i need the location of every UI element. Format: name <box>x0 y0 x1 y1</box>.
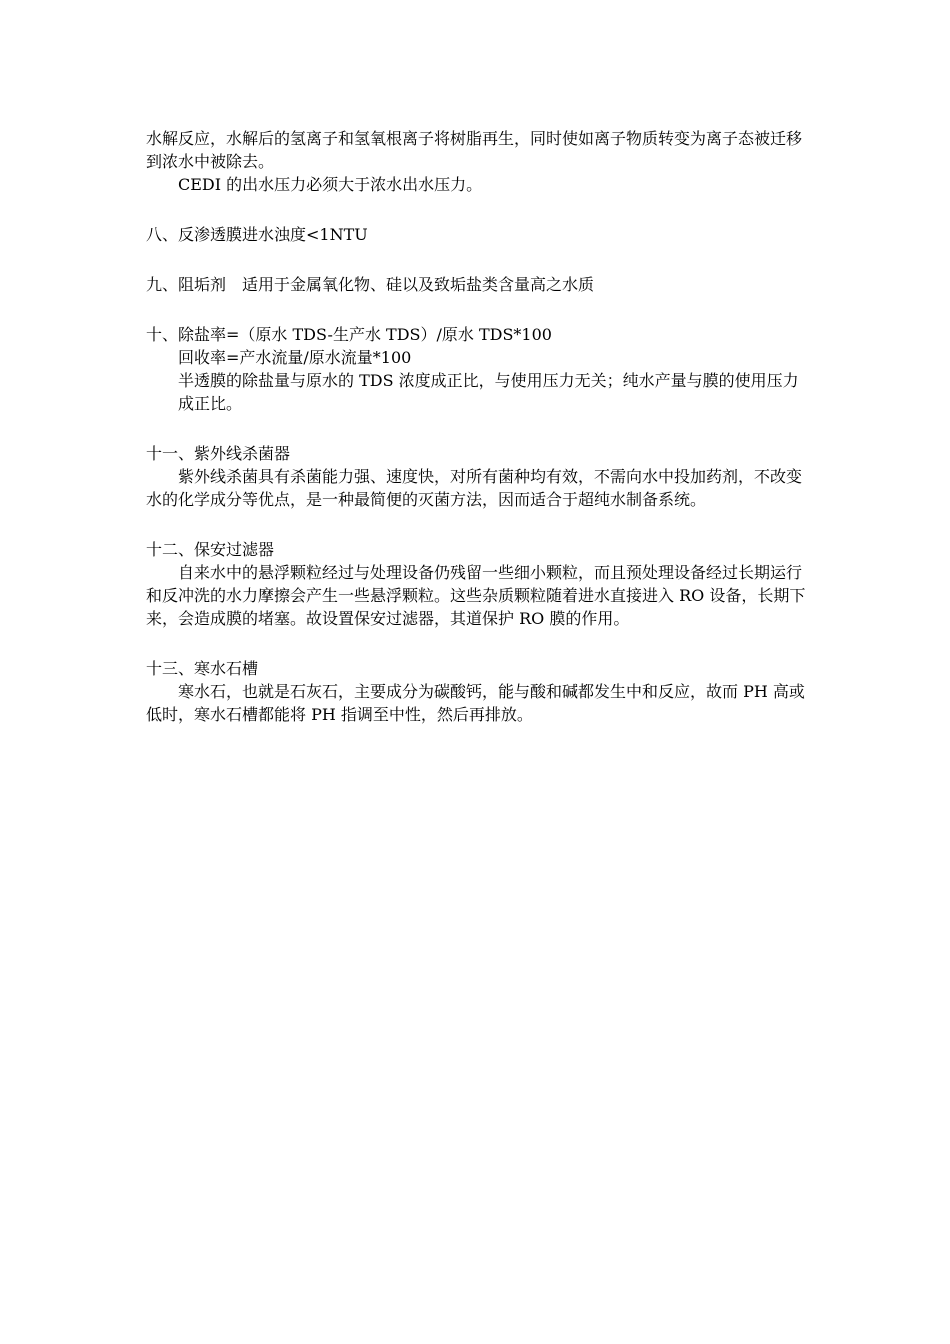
section-10-heading: 十、除盐率=（原水 TDS-生产水 TDS）/原水 TDS*100 <box>146 325 552 344</box>
section-9-heading: 九、阻垢剂 适用于金属氧化物、硅以及致垢盐类含量高之水质 <box>146 275 595 294</box>
membrane-salt-removal-note: 半透膜的除盐量与原水的 TDS 浓度成正比，与使用压力无关；纯水产量与膜的使用压力成正比。 <box>178 371 799 413</box>
intro-paragraph: 水解反应，水解后的氢离子和氢氧根离子将树脂再生，同时使如离子物质转变为离子态被迁移到浓水中被除去。 <box>146 129 803 171</box>
spacer <box>146 511 814 538</box>
section-13-heading: 十三、寒水石槽 <box>146 659 259 678</box>
section-8-heading: 八、反渗透膜进水浊度<1NTU <box>146 225 368 244</box>
section-11-body: 紫外线杀菌具有杀菌能力强、速度快，对所有菌种均有效，不需向水中投加药剂，不改变水的化学成分等优点，是一种最简便的灭菌方法，因而适合于超纯水制备系统。 <box>146 467 803 509</box>
section-13-body: 寒水石，也就是石灰石，主要成分为碳酸钙，能与酸和碱都发生中和反应，故而 PH 高或低时，寒水石槽都能将 PH 指调至中性，然后再排放。 <box>146 682 805 724</box>
cedi-pressure-note: CEDI 的出水压力必须大于浓水出水压力。 <box>178 175 483 194</box>
section-12-body: 自来水中的悬浮颗粒经过与处理设备仍残留一些细小颗粒，而且预处理设备经过长期运行和反冲洗的水力摩擦会产生一些悬浮颗粒。这些杂质颗粒随着进水直接进入 RO 设备，长期下来，会造成膜的堵塞。故设置保安过滤器，其道保护 RO 膜的作用。 <box>146 563 806 628</box>
spacer <box>146 196 814 223</box>
spacer <box>146 415 814 442</box>
section-12-heading: 十二、保安过滤器 <box>146 540 275 559</box>
document-body <box>146 127 814 726</box>
spacer <box>146 296 814 323</box>
section-11-heading: 十一、紫外线杀菌器 <box>146 444 291 463</box>
spacer <box>146 246 814 273</box>
recovery-rate-formula: 回收率=产水流量/原水流量*100 <box>178 348 412 367</box>
spacer <box>146 630 814 657</box>
